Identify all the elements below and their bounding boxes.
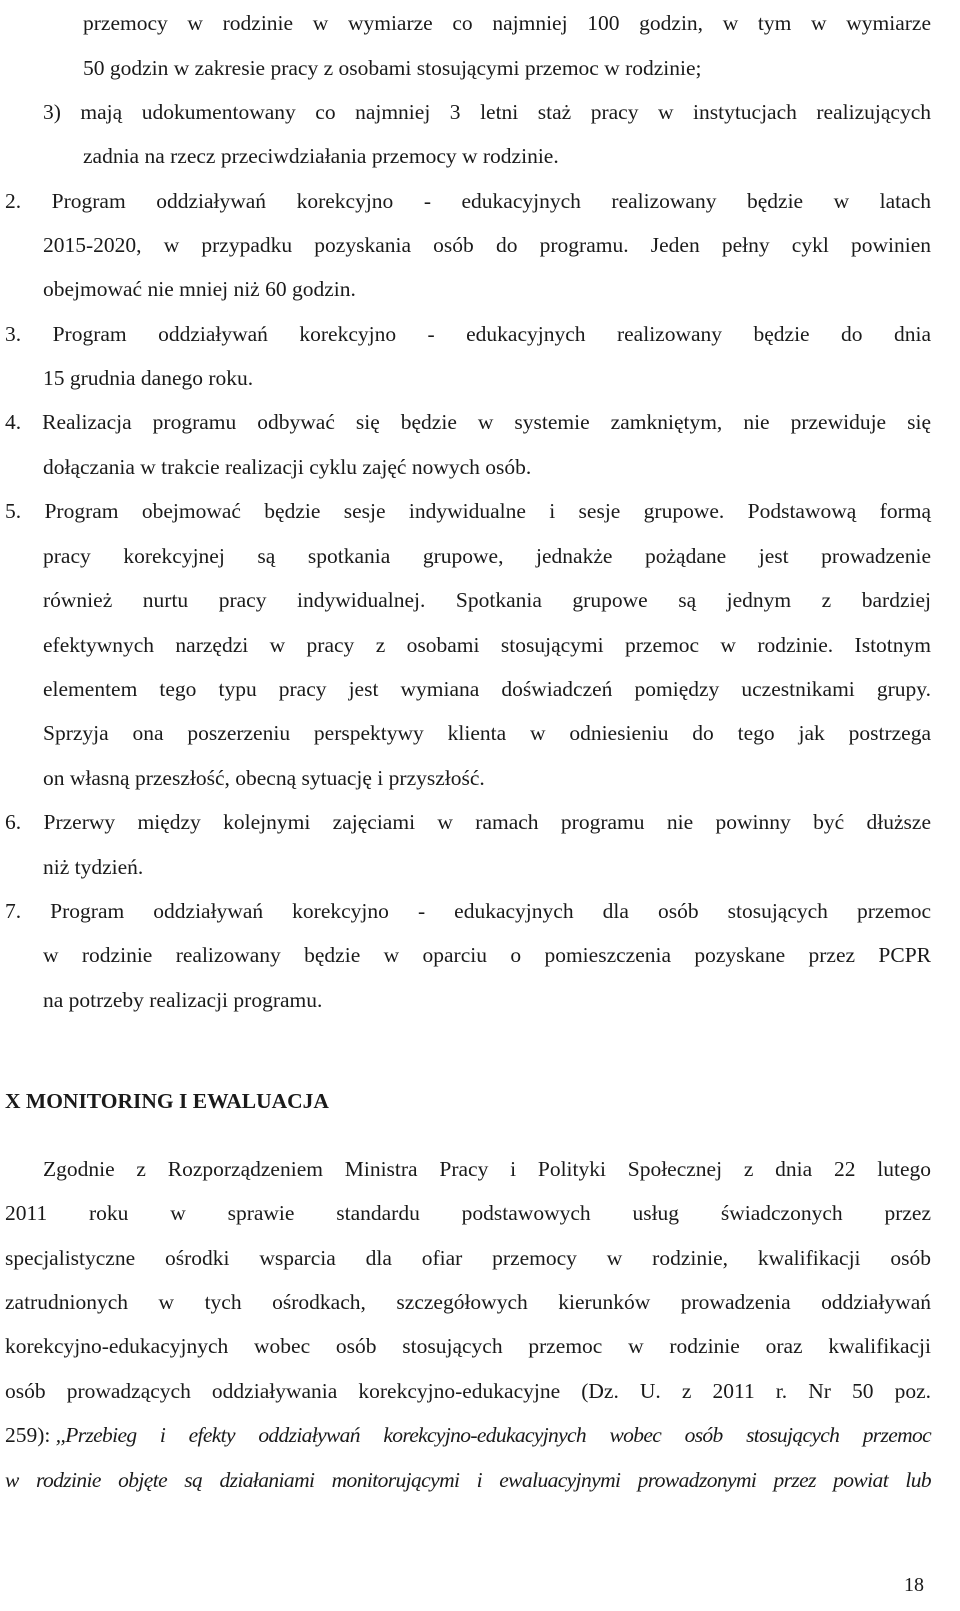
list-item-3: 3) mają udokumentowany co najmniej 3 letni staż pracy w instytucjach realizujących bbox=[43, 100, 931, 124]
paragraph-7: 7. Program oddziaływań korekcyjno - edukacyjnych dla osób stosujących przemoc bbox=[5, 899, 931, 923]
text-line: również nurtu pracy indywidualnej. Spotkania grupowe są jednym z bardziej bbox=[43, 588, 931, 612]
text-line: 15 grudnia danego roku. bbox=[43, 366, 254, 390]
text-line: zatrudnionych w tych ośrodkach, szczegółowych kierunków prowadzenia oddziaływań bbox=[5, 1290, 931, 1314]
paragraph-5: 5. Program obejmować będzie sesje indywidualne i sesje grupowe. Podstawową formą bbox=[5, 499, 931, 523]
text-line: pracy korekcyjnej są spotkania grupowe, jednakże pożądane jest prowadzenie bbox=[43, 544, 931, 568]
paragraph-4: 4. Realizacja programu odbywać się będzie w systemie zamkniętym, nie przewiduje się bbox=[5, 410, 931, 434]
text-line: korekcyjno-edukacyjnych wobec osób stosujących przemoc w rodzinie oraz kwalifikacji bbox=[5, 1334, 931, 1358]
text-line: niż tydzień. bbox=[43, 855, 144, 879]
text-line: on własną przeszłość, obecną sytuację i przyszłość. bbox=[43, 766, 485, 790]
paragraph-2: 2. Program oddziaływań korekcyjno - edukacyjnych realizowany będzie w latach bbox=[5, 189, 931, 213]
section-paragraph: Zgodnie z Rozporządzeniem Ministra Pracy i Polityki Społecznej z dnia 22 lutego bbox=[43, 1157, 931, 1181]
section-heading: X MONITORING I EWALUACJA bbox=[5, 1089, 329, 1113]
text-line bbox=[5, 1420, 931, 1450]
text-line: zadnia na rzecz przeciwdziałania przemocy w rodzinie. bbox=[83, 144, 559, 168]
text-line: w rodzinie realizowany będzie w oparciu o pomieszczenia pozyskane przez PCPR bbox=[43, 943, 931, 967]
paragraph-6: 6. Przerwy między kolejnymi zajęciami w ramach programu nie powinny być dłuższe bbox=[5, 810, 931, 834]
italic-quote: ,,Przebieg i efekty oddziaływań korekcyjno-edukacyjnych wobec osób stosujących przemoc bbox=[55, 1423, 931, 1447]
paragraph-3: 3. Program oddziaływań korekcyjno - edukacyjnych realizowany będzie do dnia bbox=[5, 322, 931, 346]
text-line: 50 godzin w zakresie pracy z osobami stosującymi przemoc w rodzinie; bbox=[83, 56, 702, 80]
citation-prefix: 259): bbox=[5, 1423, 56, 1447]
text-line: efektywnych narzędzi w pracy z osobami stosującymi przemoc w rodzinie. Istotnym bbox=[43, 633, 931, 657]
text-line: 2011 roku w sprawie standardu podstawowych usług świadczonych przez bbox=[5, 1201, 931, 1225]
text-line: na potrzeby realizacji programu. bbox=[43, 988, 323, 1012]
page-number: 18 bbox=[904, 1574, 924, 1596]
italic-quote-line: w rodzinie objęte są działaniami monitorującymi i ewaluacyjnymi prowadzonymi przez powiat lub bbox=[5, 1468, 931, 1492]
text-line: osób prowadzących oddziaływania korekcyjno-edukacyjne (Dz. U. z 2011 r. Nr 50 poz. bbox=[5, 1379, 931, 1403]
text-line: 2015-2020, w przypadku pozyskania osób do programu. Jeden pełny cykl powinien bbox=[43, 233, 931, 257]
text-line: obejmować nie mniej niż 60 godzin. bbox=[43, 277, 356, 301]
text-line: przemocy w rodzinie w wymiarze co najmniej 100 godzin, w tym w wymiarze bbox=[83, 11, 931, 35]
text-line: Sprzyja ona poszerzeniu perspektywy klienta w odniesieniu do tego jak postrzega bbox=[43, 721, 931, 745]
text-line: specjalistyczne ośrodki wsparcia dla ofiar przemocy w rodzinie, kwalifikacji osób bbox=[5, 1246, 931, 1270]
text-line: elementem tego typu pracy jest wymiana doświadczeń pomiędzy uczestnikami grupy. bbox=[43, 677, 931, 701]
text-line: dołączania w trakcie realizacji cyklu zajęć nowych osób. bbox=[43, 455, 532, 479]
